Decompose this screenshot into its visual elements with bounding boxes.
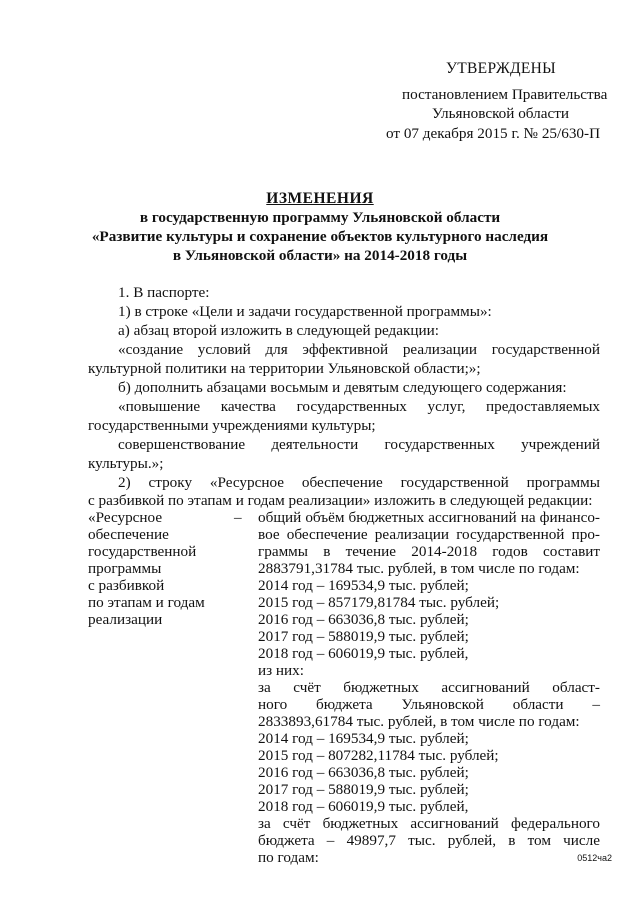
- left-cell-line-6: по этапам и годам: [88, 594, 205, 611]
- right-cell-line-2: вое обеспечение реализации государственной про-: [258, 526, 600, 543]
- approval-title: УТВЕРЖДЕНЫ: [446, 60, 556, 77]
- title-line-3: в Ульяновской области» на 2014-2018 годы: [172, 247, 468, 264]
- left-cell-line-7: реализации: [88, 611, 163, 628]
- right-cell-line-8: 2017 год – 588019,9 тыс. рублей;: [258, 628, 469, 645]
- table-left-column: [88, 492, 205, 628]
- body-line-9: совершенствование деятельности государственных учреждений: [118, 436, 600, 453]
- right-cell-line-21: по годам:: [258, 849, 319, 866]
- right-cell-line-14: 2014 год – 169534,9 тыс. рублей;: [258, 730, 469, 747]
- right-cell-line-5: 2014 год – 169534,9 тыс. рублей;: [258, 577, 469, 594]
- document-code: 0512ча2: [577, 853, 612, 863]
- right-cell-line-3: граммы в течение 2014-2018 годов составит: [258, 543, 600, 560]
- right-cell-line-19: за счёт бюджетных ассигнований федерального: [258, 815, 600, 832]
- table-dash: –: [234, 509, 242, 526]
- body-line-11: 2) строку «Ресурсное обеспечение государственной программы: [118, 474, 600, 491]
- body-line-8: государственными учреждениями культуры;: [88, 417, 376, 434]
- right-cell-line-9: 2018 год – 606019,9 тыс. рублей,: [258, 645, 469, 662]
- right-cell-line-12: ного бюджета Ульяновской области –: [258, 696, 600, 713]
- body-line-3: а) абзац второй изложить в следующей редакции:: [118, 322, 440, 339]
- right-cell-line-13: 2833893,61784 тыс. рублей, в том числе по годам:: [258, 713, 580, 730]
- approval-line-2: Ульяновской области: [432, 105, 569, 122]
- right-cell-line-20: бюджета – 49897,7 тыс. рублей, в том числе: [258, 832, 600, 849]
- right-cell-line-10: из них:: [258, 662, 304, 679]
- right-cell-line-1: общий объём бюджетных ассигнований на финансо-: [258, 509, 600, 526]
- body-line-7: «повышение качества государственных услуг, предоставляемых: [118, 398, 600, 415]
- body-line-2: 1) в строке «Цели и задачи государственной программы»:: [118, 303, 492, 320]
- right-cell-line-16: 2016 год – 663036,8 тыс. рублей;: [258, 764, 469, 781]
- left-cell-line-1: «Ресурсное: [88, 509, 163, 526]
- right-cell-line-11: за счёт бюджетных ассигнований област-: [258, 679, 600, 696]
- body-line-4: «создание условий для эффективной реализации государственной: [118, 341, 600, 358]
- document-title: ИЗМЕНЕНИЯ: [266, 190, 374, 207]
- body-line-10: культуры.»;: [88, 455, 164, 472]
- left-cell-line-4: программы: [88, 560, 162, 577]
- right-cell-line-6: 2015 год – 857179,81784 тыс. рублей;: [258, 594, 500, 611]
- right-cell-line-18: 2018 год – 606019,9 тыс. рублей,: [258, 798, 469, 815]
- left-cell-line-3: государственной: [88, 543, 197, 560]
- right-cell-line-4: 2883791,31784 тыс. рублей, в том числе по годам:: [258, 560, 580, 577]
- right-cell-line-15: 2015 год – 807282,11784 тыс. рублей;: [258, 747, 499, 764]
- right-cell-line-17: 2017 год – 588019,9 тыс. рублей;: [258, 781, 469, 798]
- body-line-1: 1. В паспорте:: [118, 284, 210, 301]
- left-cell-line-5: с разбивкой: [88, 577, 165, 594]
- approval-line-1: постановлением Правительства: [402, 86, 608, 103]
- left-cell-line-2: обеспечение: [88, 526, 169, 543]
- approval-line-3: от 07 декабря 2015 г. № 25/630-П: [386, 125, 601, 142]
- title-line-2: «Развитие культуры и сохранение объектов культурного наследия: [91, 228, 549, 245]
- body-line-6: б) дополнить абзацами восьмым и девятым следующего содержания:: [118, 379, 567, 396]
- table-right-column: [258, 509, 600, 866]
- body-line-12: с разбивкой по этапам и годам реализации» изложить в следующей редакции:: [88, 492, 593, 509]
- body-line-5: культурной политики на территории Ульяновской области;»;: [88, 360, 481, 377]
- title-line-1: в государственную программу Ульяновской области: [139, 209, 501, 226]
- right-cell-line-7: 2016 год – 663036,8 тыс. рублей;: [258, 611, 469, 628]
